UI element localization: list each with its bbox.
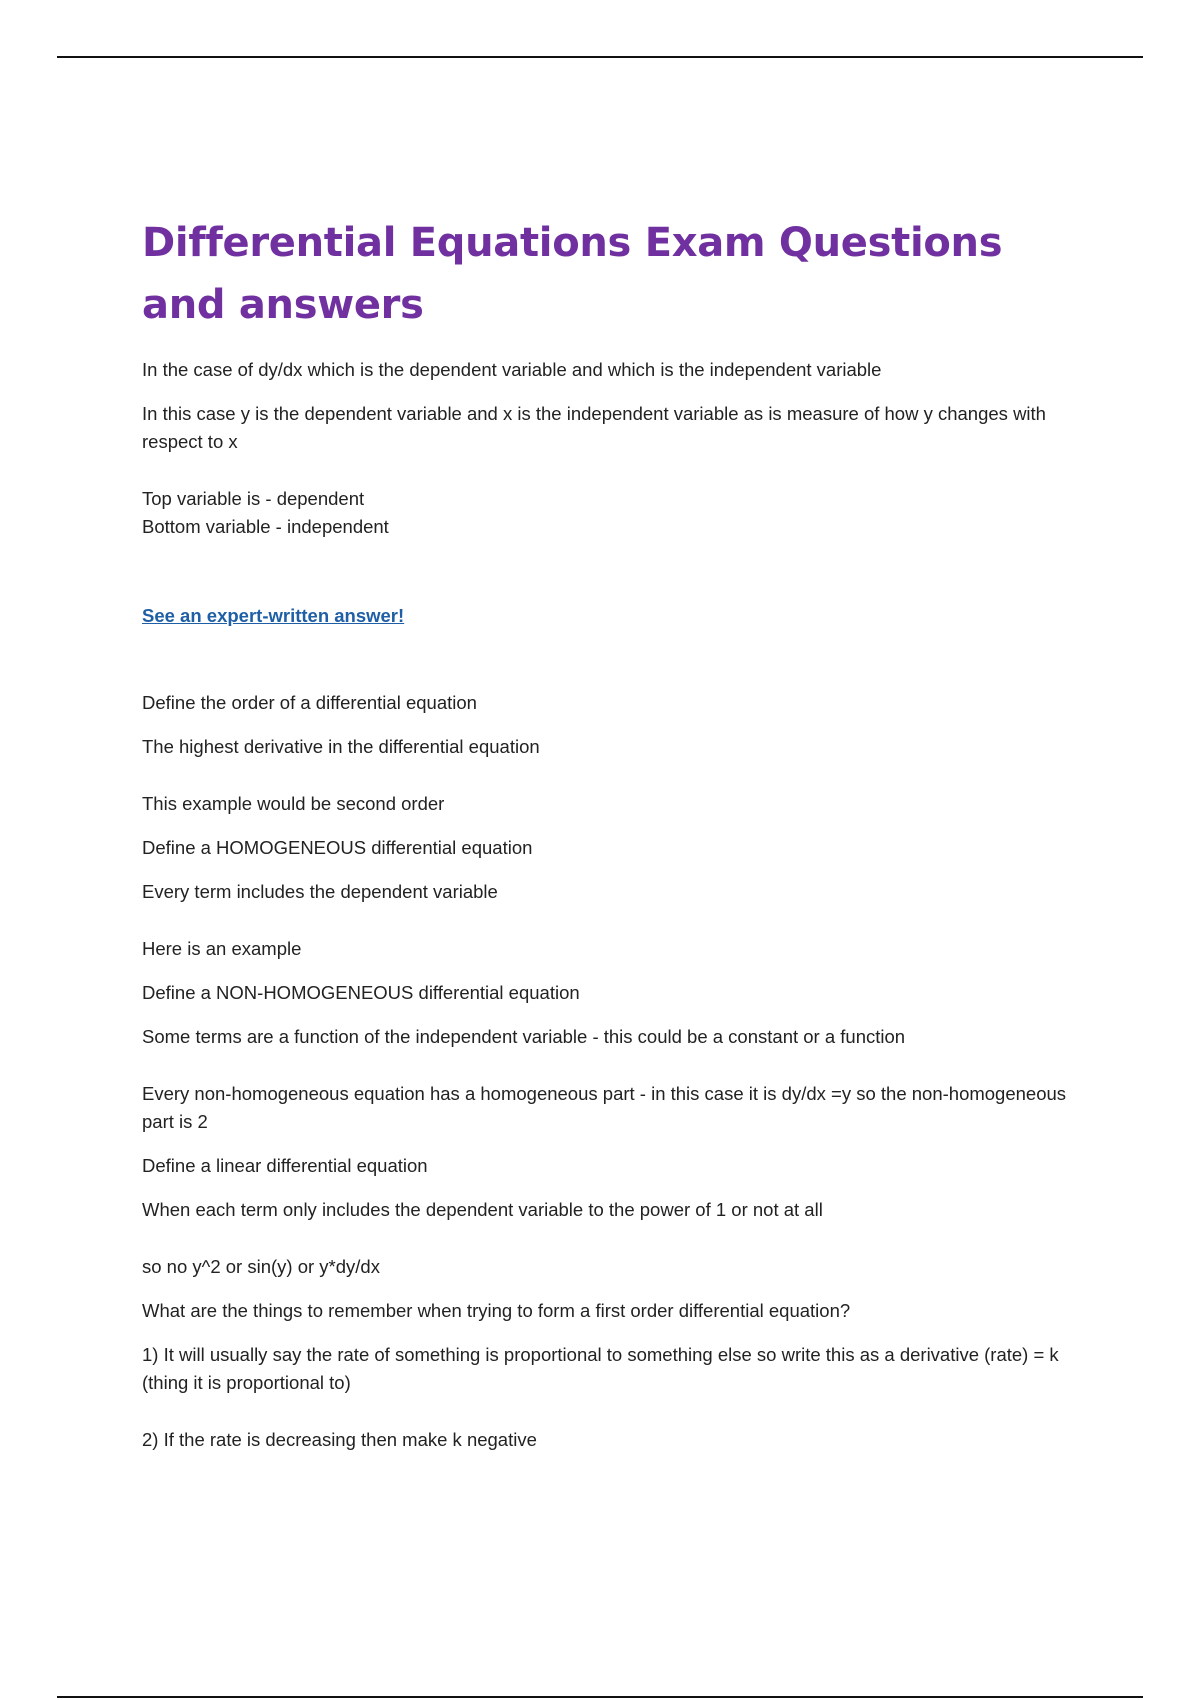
answer-line: Bottom variable - independent (142, 516, 389, 537)
question-paragraph: In the case of dy/dx which is the dependent variable and which is the independent variable (142, 359, 882, 380)
answer-paragraph: Some terms are a function of the independent variable - this could be a constant or a function (142, 1026, 906, 1047)
bottom-rule (57, 1696, 1143, 1698)
answer-paragraph: 1) It will usually say the rate of something is proportional to something else so write this as a derivative (rate) = k (thing it is proportional to) (142, 1344, 1059, 1393)
top-rule (57, 56, 1143, 58)
answer-paragraph: so no y^2 or sin(y) or y*dy/dx (142, 1256, 380, 1277)
answer-line: Top variable is - dependent (142, 488, 365, 509)
answer-paragraph: The highest derivative in the differential equation (142, 736, 540, 757)
answer-paragraph: Every term includes the dependent variable (142, 881, 498, 902)
answer-paragraph: Here is an example (142, 938, 302, 959)
question-paragraph: Define a linear differential equation (142, 1155, 428, 1176)
answer-paragraph: In this case y is the dependent variable and x is the independent variable as is measure of how y changes with respect to x (142, 403, 1046, 452)
question-paragraph: Define a NON-HOMOGENEOUS differential equation (142, 982, 580, 1003)
document-body (142, 212, 1082, 1454)
question-paragraph: Define a HOMOGENEOUS differential equation (142, 837, 533, 858)
question-paragraph: What are the things to remember when trying to form a first order differential equation? (142, 1300, 851, 1321)
expert-answer-link[interactable]: See an expert-written answer! (142, 605, 405, 626)
answer-paragraph: This example would be second order (142, 793, 445, 814)
document-title: Differential Equations Exam Questions and answers (142, 220, 1003, 328)
answer-paragraph: Every non-homogeneous equation has a homogeneous part - in this case it is dy/dx =y so the non-homogeneous part is 2 (142, 1083, 1067, 1132)
answer-paragraph: 2) If the rate is decreasing then make k negative (142, 1429, 537, 1450)
question-paragraph: Define the order of a differential equation (142, 692, 477, 713)
answer-paragraph: When each term only includes the dependent variable to the power of 1 or not at all (142, 1199, 823, 1220)
